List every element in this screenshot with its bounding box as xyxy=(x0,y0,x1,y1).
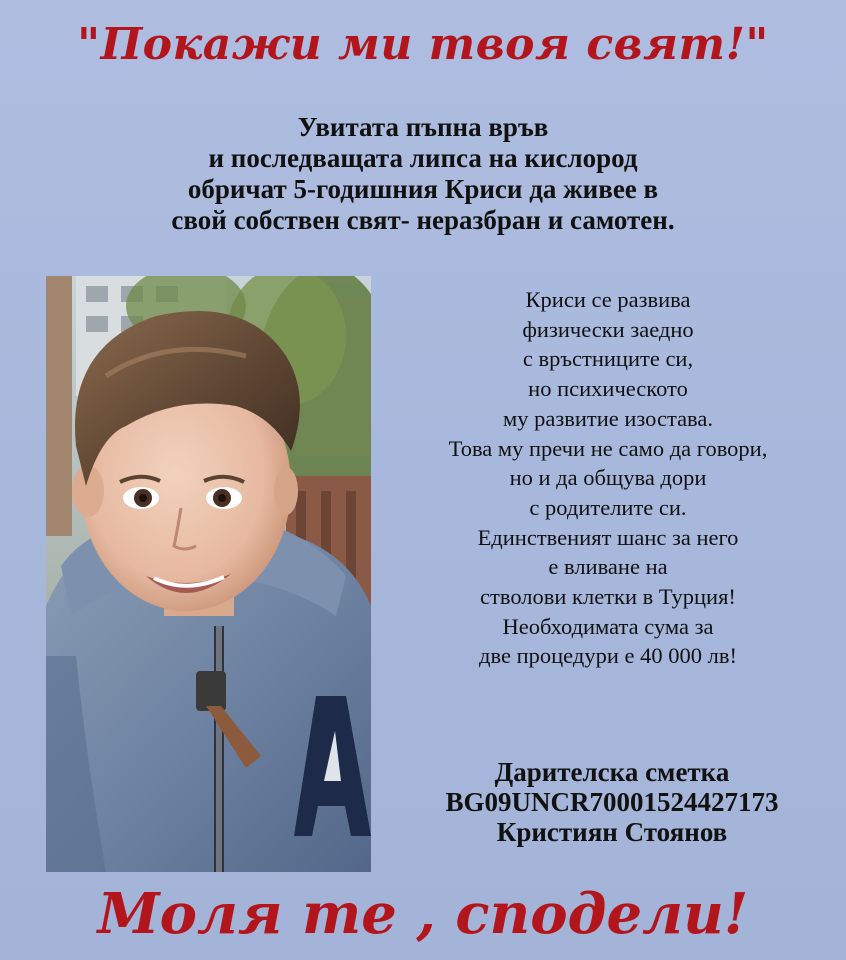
intro-line: свой собствен свят- неразбран и самотен. xyxy=(171,205,675,235)
story-line: е вливане на xyxy=(548,554,668,580)
story-line: с родителите си. xyxy=(529,494,687,520)
story-line: но психическото xyxy=(528,376,688,402)
child-photo xyxy=(46,276,371,872)
story-line: Криси се развива xyxy=(525,287,691,312)
intro-line: Увитата пъпна връв xyxy=(297,112,549,142)
story-line: физически заедно xyxy=(522,316,694,342)
intro-text xyxy=(0,112,846,236)
story-line: му развитие изостава. xyxy=(502,405,713,431)
share-appeal: Моля те , сподели! xyxy=(97,881,749,947)
story-line: Необходимата сума за xyxy=(502,613,714,639)
story-line: но и да общува дори xyxy=(509,465,707,491)
story-line: стволови клетки в Турция! xyxy=(480,584,736,610)
intro-line: и последващата липса на кислород xyxy=(208,143,638,173)
intro-line: обричат 5-годишния Криси да живее в xyxy=(187,174,659,204)
account-iban: BG09UNCR70001524427173 xyxy=(445,787,779,817)
poster-headline: "Покажи ми твоя свят!" xyxy=(77,19,769,70)
story-text xyxy=(378,285,838,671)
account-holder: Кристиян Стоянов xyxy=(496,817,728,847)
story-line: Това му пречи не само да говори, xyxy=(448,435,768,461)
story-line: с връстниците си, xyxy=(522,346,694,372)
story-line: Единственият шанс за него xyxy=(477,524,739,550)
story-line: две процедури е 40 000 лв! xyxy=(479,643,737,669)
account-label: Дарителска сметка xyxy=(494,757,730,787)
donation-account xyxy=(382,757,842,847)
